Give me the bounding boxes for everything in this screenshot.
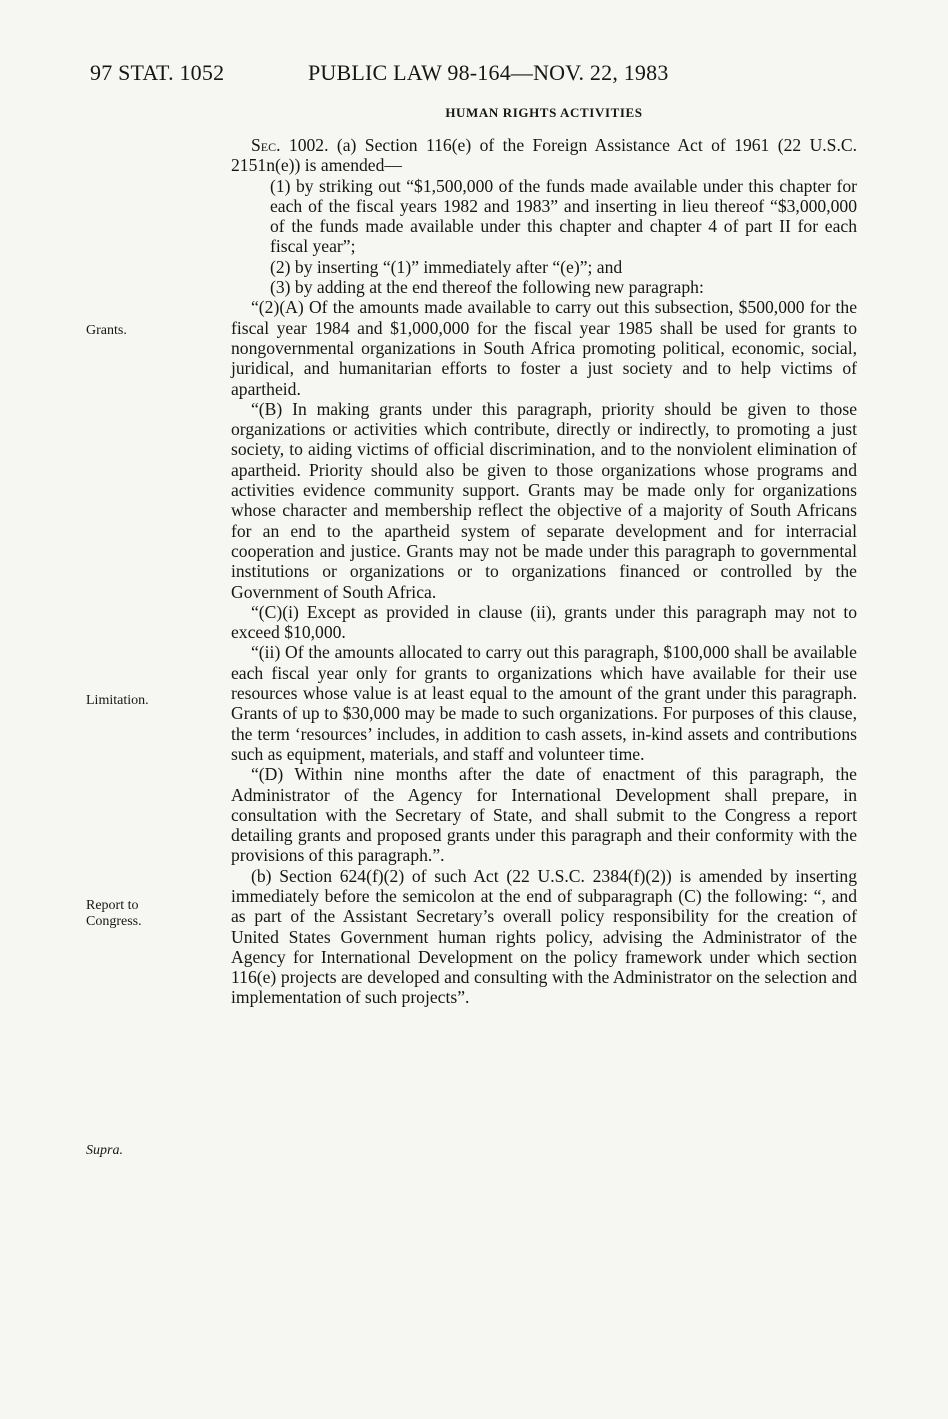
paragraph-2a: “(2)(A) Of the amounts made available to carry out this subsection, $500,000 for the fiscal year 1984 and $1,000,000 for the fiscal year 1985 shall be used for grants to nongovernmental organizations in South Africa promoting political, economic, social, juridical, and humanitarian efforts to foster a just society and to help victims of apartheid. xyxy=(231,297,857,399)
paragraph-c-i: “(C)(i) Except as provided in clause (ii), grants under this paragraph may not to exceed $10,000. xyxy=(231,601,857,643)
margin-note-limitation: Limitation. xyxy=(86,693,149,708)
paragraph-d: “(D) Within nine months after the date of enactment of this paragraph, the Administrator of the Agency for International Development shall prepare, in consultation with the Secretary of State, and shall submit to the Congress a report detailing grants and proposed grants under this paragraph and their conformity with the provisions of this paragraph.”. xyxy=(231,764,857,866)
public-law-title: PUBLIC LAW 98-164—NOV. 22, 1983 xyxy=(308,60,669,85)
paragraph-b: “(B) In making grants under this paragraph, priority should be given to those organizations or activities which contribute, directly or indirectly, to promoting a just society, to aiding victims of official discrimination, and to the nonviolent elimination of apartheid. Priority should also be given to those organizations whose programs and activities evidence community support. Grants may be made only for organizations whose character and membership reflect the objective of a majority of South Africans for an end to the apartheid system of separate development and for interracial cooperation and justice. Grants may not be made under this paragraph to governmental institutions or organizations or to organizations financed or controlled by the Government of South Africa. xyxy=(231,398,857,602)
margin-note-report-line1: Report to xyxy=(86,898,139,913)
paragraph-sec-b: (b) Section 624(f)(2) of such Act (22 U.S.C. 2384(f)(2)) is amended by inserting immediately before the semicolon at the end of subparagraph (C) the following: “, and as part of the Assistant Secretary’s overall policy responsibility for the creation of United States Government human rights policy, advising the Administrator of the Agency for International Development on the policy framework under which section 116(e) projects are developed and consulting with the Administrator on the selection and implementation of such projects”. xyxy=(231,865,857,1008)
statute-citation: 97 STAT. 1052 xyxy=(90,60,225,85)
margin-note-grants: Grants. xyxy=(86,323,127,338)
margin-note-report xyxy=(86,898,226,930)
paragraph-c-ii: “(ii) Of the amounts allocated to carry out this paragraph, $100,000 shall be available each fiscal year only for grants to organizations which have available for their use resources whose value is at least equal to the amount of the grant under this paragraph. Grants of up to $30,000 may be made to such organizations. For purposes of this clause, the term ‘resources’ includes, in addition to cash assets, in-kind assets and contributions such as equipment, materials, and staff and volunteer time. xyxy=(231,642,857,764)
paragraph-sec-1002-a xyxy=(231,135,857,176)
page-header xyxy=(90,58,850,92)
statute-body xyxy=(231,135,857,1008)
item-1: (1) by striking out “$1,500,000 of the funds made available under this chapter for each of the fiscal years 1982 and 1983” and inserting in lieu thereof “$3,000,000 of the funds made available under this chapter and chapter 4 of part II for each fiscal year”; xyxy=(270,175,857,257)
margin-note-report-line2: Congress. xyxy=(86,914,142,929)
item-3: (3) by adding at the end thereof the following new paragraph: xyxy=(270,277,704,298)
item-2: (2) by inserting “(1)” immediately after “(e)”; and xyxy=(270,256,623,277)
margin-note-supra: Supra. xyxy=(86,1143,123,1158)
section-label: Sec. xyxy=(251,135,281,155)
paragraph-a-text: 1002. (a) Section 116(e) of the Foreign Assistance Act of 1961 (22 U.S.C. 2151n(e)) is amended— xyxy=(231,135,857,176)
section-heading: HUMAN RIGHTS ACTIVITIES xyxy=(445,105,643,120)
